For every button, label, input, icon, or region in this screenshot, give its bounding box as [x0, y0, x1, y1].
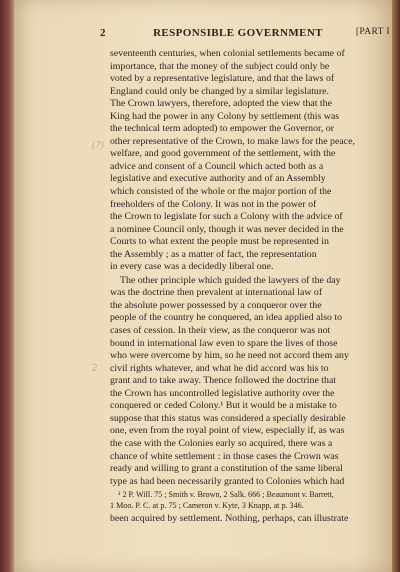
book-cover-edge [0, 0, 14, 572]
text-line: who were overcome by him, so he need not accord them any [110, 350, 349, 362]
text-line: importance, that the money of the subject could only be [110, 60, 330, 72]
text-line: bound in international law even to spare the lives of those [110, 337, 338, 349]
margin-annotation-1: (?) [92, 140, 104, 151]
page-number: 2 [100, 27, 106, 39]
text-line: suppose that this status was considered a specially desirable [110, 412, 346, 424]
body-text-last [110, 513, 389, 526]
part-label: [PART I [355, 27, 390, 37]
footnote [110, 490, 389, 511]
text-line: been acquired by settlement. Nothing, perhaps, can illustrate [110, 513, 349, 524]
text-line: The Crown lawyers, therefore, adopted the view that the [110, 98, 332, 110]
text-line: the Crown has uncontrolled legislative authority over the [110, 387, 335, 399]
text-line: legislative and executive authority and of an Assembly [110, 173, 326, 185]
text-line: which consisted of the whole or the major portion of the [110, 186, 332, 198]
text-line: England could only be changed by a similar legislature. [110, 85, 329, 97]
text-line: freeholders of the Colony. It was not in the power of [110, 198, 317, 210]
text-line: chance of white settlement : in those cases the Crown was [110, 450, 339, 462]
text-line: ready and willing to grant a constitution of the same liberal [110, 463, 343, 475]
text-line: civil rights whatever, and what he did accord was his to [110, 362, 329, 374]
text-line: the Assembly ; as a matter of fact, the representation [110, 248, 317, 260]
footnote-line: ¹ 2 P. Will. 75 ; Smith v. Brown, 2 Salk. 666 ; Beaumont v. Barrett, [118, 490, 334, 499]
text-line: people of the country he conquered, an idea applied also to [110, 312, 343, 324]
footnote-line: 1 Moo. P. C. at p. 75 ; Cameron v. Kyte, 3 Knapp, at p. 346. [110, 500, 304, 510]
text-line: cases of cession. In their view, as the conqueror was not [110, 325, 331, 337]
text-line: was the doctrine then prevalent at international law of [110, 287, 323, 299]
text-line: other representative of the Crown, to make laws for the peace, [110, 135, 355, 147]
text-line: in every case was a decidedly liberal one. [110, 261, 274, 273]
text-line: King had the power in any Colony by settlement (this was [110, 110, 340, 122]
text-line: type as had been necessarily granted to Colonies which had [110, 475, 345, 487]
text-line: the absolute power possessed by a conqueror over the [110, 299, 322, 311]
text-line: the Crown to legislate for such a Colony with the advice of [110, 211, 343, 223]
margin-annotation-2: 2 [92, 363, 97, 374]
text-line: the case with the Colonies early so acquired, there was a [110, 437, 333, 449]
page-right-edge [392, 0, 400, 572]
text-line: voted by a representative legislature, and that the laws of [110, 73, 335, 85]
text-line: conquered or ceded Colony.¹ But it would be a mistake to [110, 400, 337, 412]
running-title: RESPONSIBLE GOVERNMENT [153, 27, 323, 39]
text-line: a nominee Council only, though it was never decided in the [110, 223, 344, 235]
body-text [110, 48, 389, 488]
running-header [100, 27, 390, 41]
text-line: seventeenth centuries, when colonial settlements became of [110, 48, 345, 59]
text-line: welfare, and good government of the settlement, with the [110, 148, 336, 160]
text-line: grant and to take away. Thence followed the doctrine that [110, 375, 337, 387]
text-line: one, even from the royal point of view, especially if, as was [110, 425, 345, 437]
text-line: Courts to what extent the people must be represented in [110, 236, 329, 248]
text-line: The other principle which guided the lawyers of the day [120, 274, 341, 286]
text-line: advice and consent of a Council which acted both as a [110, 160, 324, 172]
text-line: the technical term adopted) to empower the Governor, or [110, 123, 335, 135]
